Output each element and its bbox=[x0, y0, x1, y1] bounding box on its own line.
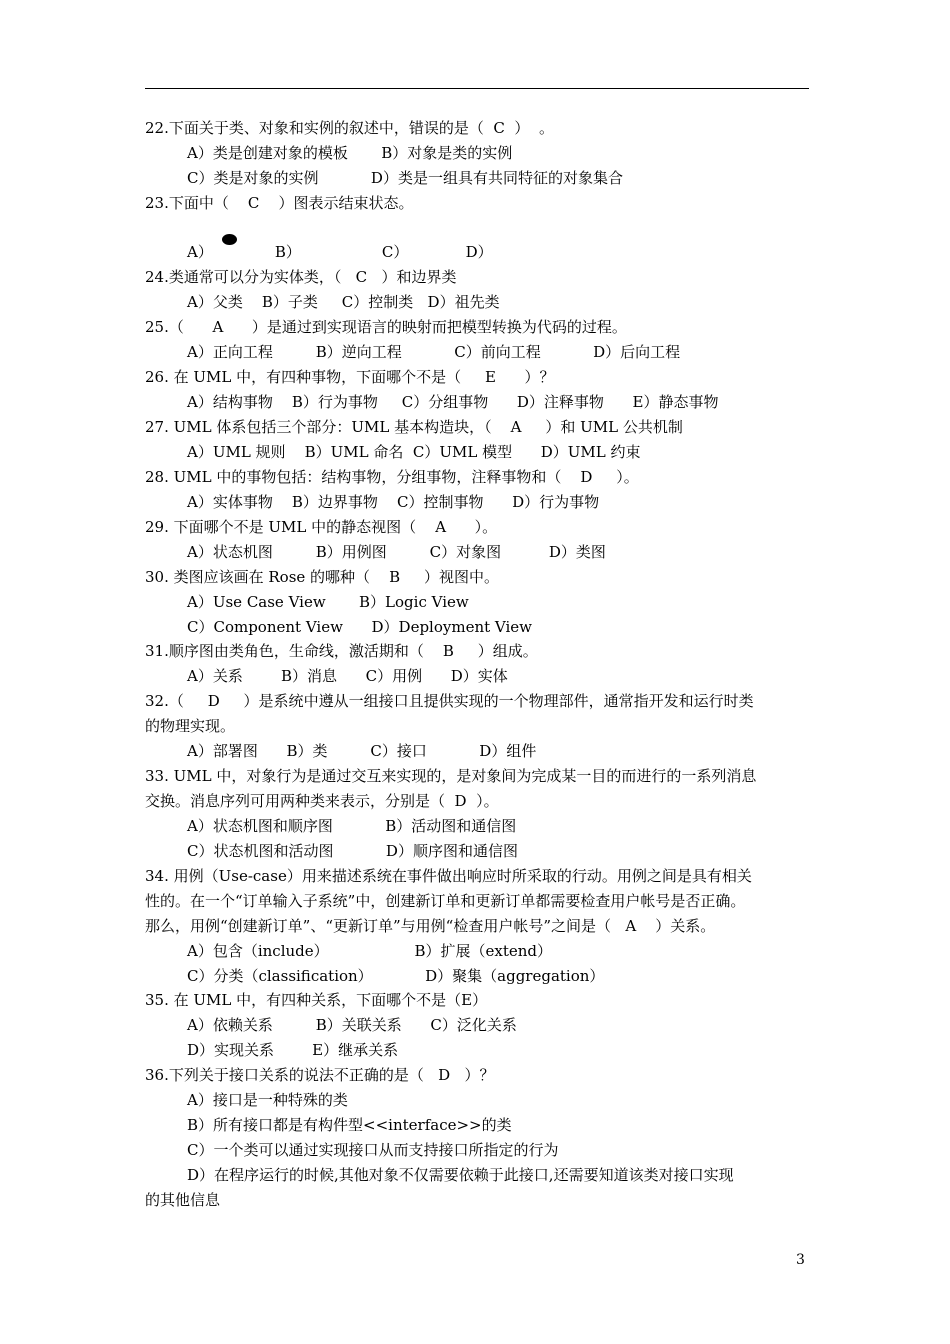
option-line: C）Component View D）Deployment View bbox=[187, 618, 533, 636]
option-line: D）实现关系 E）继承关系 bbox=[187, 1041, 399, 1059]
question-line: 33. UML 中，对象行为是通过交互来实现的，是对象间为完成某一目的而进行的一系列消息 bbox=[145, 767, 757, 785]
question-line: 的其他信息 bbox=[145, 1191, 221, 1209]
question-line: 那么，用例“创建新订单”、“更新订单”与用例“检查用户帐号”之间是（ A ）关系。 bbox=[145, 917, 716, 935]
option-line: C）一个类可以通过实现接口从而支持接口所指定的行为 bbox=[187, 1141, 559, 1159]
option-line: A）父类 B）子类 C）控制类 D）祖先类 bbox=[187, 293, 500, 311]
option-line: A）依赖关系 B）关联关系 C）泛化关系 bbox=[187, 1016, 517, 1034]
question-line: 32.（ D ）是系统中遵从一组接口且提供实现的一个物理部件，通常指开发和运行时类 bbox=[145, 692, 754, 710]
option-line: A）正向工程 B）逆向工程 C）前向工程 D）后向工程 bbox=[187, 343, 681, 361]
option-line: A）包含（include） B）扩展（extend） bbox=[187, 942, 552, 960]
question-line: 30. 类图应该画在 Rose 的哪种（ B ）视图中。 bbox=[145, 568, 499, 586]
option-line: B）所有接口都是有构件型<<interface>>的类 bbox=[187, 1116, 512, 1134]
option-line: A）接口是一种特殊的类 bbox=[187, 1091, 348, 1109]
question-line: 22.下面关于类、对象和实例的叙述中，错误的是（ C ） 。 bbox=[145, 119, 554, 137]
question-line: 的物理实现。 bbox=[145, 717, 236, 735]
option-line: A） B） C） D） bbox=[187, 243, 493, 261]
option-line: C）分类（classification） D）聚集（aggregation） bbox=[187, 967, 605, 985]
option-line: C）状态机图和活动图 D）顺序图和通信图 bbox=[187, 842, 518, 860]
option-line: C）类是对象的实例 D）类是一组具有共同特征的对象集合 bbox=[187, 169, 623, 187]
question-line: 29. 下面哪个不是 UML 中的静态视图（ A ）。 bbox=[145, 518, 498, 536]
question-line: 34. 用例（Use-case）用来描述系统在事件做出响应时所采取的行动。用例之间是具有相关 bbox=[145, 867, 752, 885]
option-line: A）类是创建对象的模板 B）对象是类的实例 bbox=[187, 144, 513, 162]
question-line: 23.下面中（ C ）图表示结束状态。 bbox=[145, 194, 414, 212]
question-line: 31.顺序图由类角色，生命线，激活期和（ B ）组成。 bbox=[145, 642, 538, 660]
header-rule bbox=[145, 88, 809, 89]
option-line: A）实体事物 B）边界事物 C）控制事物 D）行为事物 bbox=[187, 493, 600, 511]
option-line: A）部署图 B）类 C）接口 D）组件 bbox=[187, 742, 537, 760]
question-line: 性的。在一个“订单输入子系统”中，创建新订单和更新订单都需要检查用户帐号是否正确。 bbox=[145, 892, 746, 910]
question-line: 35. 在 UML 中，有四种关系，下面哪个不是（E） bbox=[145, 991, 488, 1009]
question-line: 28. UML 中的事物包括：结构事物，分组事物，注释事物和（ D ）。 bbox=[145, 468, 639, 486]
question-line: 25.（ A ）是通过到实现语言的映射而把模型转换为代码的过程。 bbox=[145, 318, 627, 336]
page-number: 3 bbox=[796, 1252, 805, 1268]
option-line: A）状态机图和顺序图 B）活动图和通信图 bbox=[187, 817, 517, 835]
question-line: 24.类通常可以分为实体类，（ C ）和边界类 bbox=[145, 268, 457, 286]
option-line: A）UML 规则 B）UML 命名 C）UML 模型 D）UML 约束 bbox=[187, 443, 641, 461]
question-line: 36.下列关于接口关系的说法不正确的是（ D ）？ bbox=[145, 1066, 495, 1084]
option-line: A）关系 B）消息 C）用例 D）实体 bbox=[187, 667, 508, 685]
question-line: 交换。消息序列可用两种类来表示，分别是（ D ）。 bbox=[145, 792, 499, 810]
option-line: A）状态机图 B）用例图 C）对象图 D）类图 bbox=[187, 543, 606, 561]
option-line: D）在程序运行的时候,其他对象不仅需要依赖于此接口,还需要知道该类对接口实现 bbox=[187, 1166, 734, 1184]
question-line: 26. 在 UML 中，有四种事物，下面哪个不是（ E ）？ bbox=[145, 368, 555, 386]
question-line: 27. UML 体系包括三个部分：UML 基本构造块，（ A ）和 UML 公共机制 bbox=[145, 418, 683, 436]
option-line: A）Use Case View B）Logic View bbox=[187, 593, 469, 611]
option-line: A）结构事物 B）行为事物 C）分组事物 D）注释事物 E）静态事物 bbox=[187, 393, 719, 411]
